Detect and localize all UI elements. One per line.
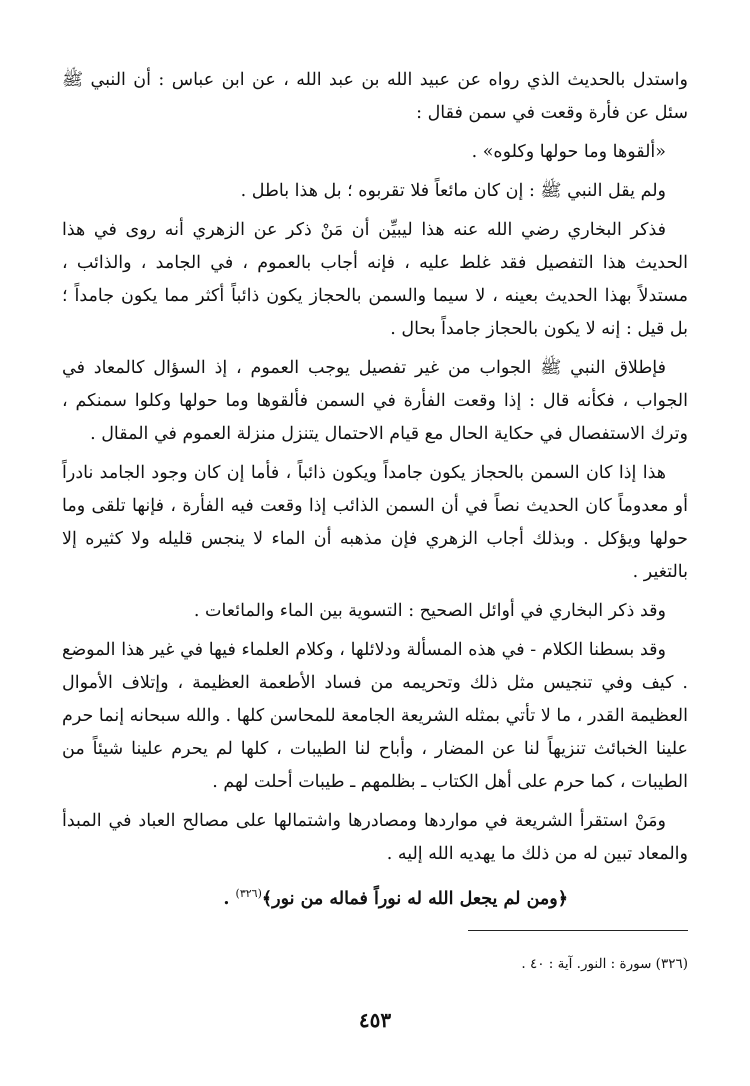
paragraph-4: فذكر البخاري رضي الله عنه هذا ليبيِّن أن مَنْ ذكر عن الزهري أنه روى في هذا الحديث هذا التفصيل فقد غلط عليه ، فإنه أجاب بالعموم ، في الجامد ، والذائب ، مستدلاً بهذا الحديث بعينه ، لا سيما والسمن بالحجاز يكون ذائباً أكثر مما يكون جامداً ؛ بل قيل : إنه لا يكون بالحجاز جامداً بحال . [62, 220, 688, 339]
page-body [62, 64, 688, 916]
footnote: (٣٢٦) سورة : النور. آية : ٤٠ . [521, 956, 688, 972]
page-number: ٤٥٣ [358, 1008, 392, 1032]
paragraph-8: وقد بسطنا الكلام - في هذه المسألة ودلائلها ، وكلام العلماء فيها في غير هذا الموضع . كيف وفي تنجيس مثل ذلك وتحريمه من فساد الأطعمة العظيمة ، وإتلاف الأموال العظيمة القدر ، ما لا تأتي بمثله الشريعة الجامعة للمحاسن كلها . والله سبحانه إنما حرم علينا الخبائث تنزيهاً لنا عن المضار ، وأباح لنا الطيبات ، كلها لم يحرم علينا شيئاً من الطيبات ، كما حرم على أهل الكتاب ـ بظلمهم ـ طيبات أحلت لهم . [62, 640, 688, 792]
footnote-divider [468, 930, 688, 931]
paragraph-7: وقد ذكر البخاري في أوائل الصحيح : التسوية بين الماء والمائعات . [193, 601, 666, 621]
paragraph-9: ومَنْ استقرأ الشريعة في مواردها ومصادرها واشتمالها على مصالح العباد في المبدأ والمعاد تبين له من ذلك ما يهديه الله إليه . [62, 811, 688, 864]
paragraph-5: فإطلاق النبي ﷺ الجواب من غير تفصيل يوجب العموم ، إذ السؤال كالمعاد في الجواب ، فكأنه قال : إذا وقعت الفأرة في السمن فألقوها وما حولها وكلوا سمنكم ، وترك الاستفصال في حكاية الحال مع قيام الاحتمال يتنزل منزلة العموم في المقال . [62, 358, 688, 444]
quran-verse [62, 877, 688, 916]
paragraph-6: هذا إذا كان السمن بالحجاز يكون جامداً ويكون ذائباً ، فأما إن كان وجود الجامد نادراً أو معدوماً كان الحديث نصاً في أن السمن الذائب إذا وقعت فيه الفأرة ، فإنها تلقى وما حولها ويؤكل . وبذلك أجاب الزهري فإن مذهبه أن الماء لا ينجس قليله ولا كثيره إلا بالتغير . [62, 463, 688, 582]
verse-tail: . [223, 888, 236, 909]
paragraph-1: واستدل بالحديث الذي رواه عن عبيد الله بن عبد الله ، عن ابن عباس : أن النبي ﷺ سئل عن فأرة وقعت في سمن فقال : [62, 70, 688, 123]
verse-text: ﴿ومن لم يجعل الله له نوراً فماله من نور﴾ [261, 888, 568, 909]
paragraph-3: ولم يقل النبي ﷺ : إن كان مائعاً فلا تقربوه ؛ بل هذا باطل . [240, 181, 666, 201]
paragraph-2-hadith: «ألقوها وما حولها وكلوه» . [471, 142, 666, 162]
footnote-reference: (٣٢٦) [235, 887, 262, 900]
